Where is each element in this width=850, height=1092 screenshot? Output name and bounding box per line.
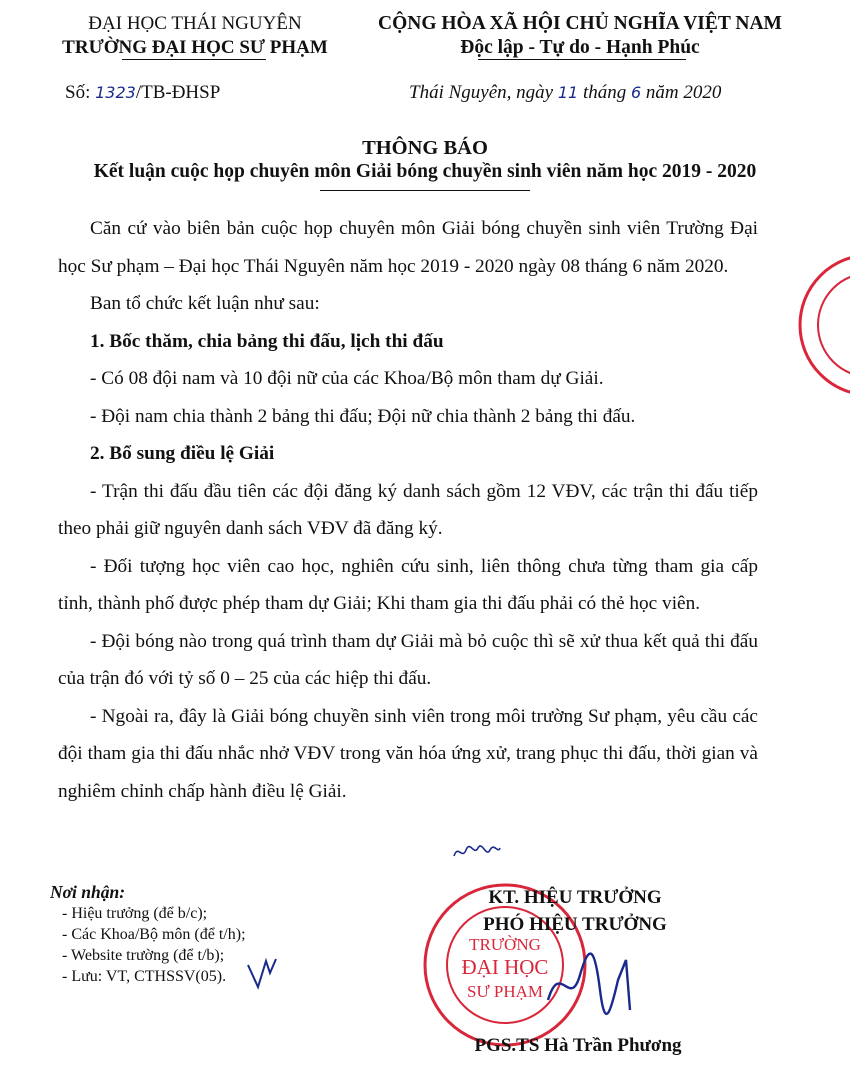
seal-text-line1: TRƯỜNG (469, 935, 541, 954)
document-subtitle: Kết luận cuộc họp chuyên môn Giải bóng chuyền sinh viên năm học 2019 - 2020 (93, 161, 757, 182)
document-title: THÔNG BÁO (362, 137, 488, 159)
receiver-item: - Hiệu trưởng (để b/c); (62, 905, 208, 922)
issuer-underline (122, 59, 266, 60)
title-underline (320, 190, 530, 191)
issuer-block (40, 12, 350, 60)
receiver-item: - Lưu: VT, CTHSSV(05). (62, 968, 227, 985)
document-number: Số: 1323/TB-ĐHSP (65, 82, 221, 103)
national-header (335, 12, 825, 60)
receiver-tick-signature (244, 955, 280, 991)
initials-signature (452, 840, 502, 864)
paragraph-basis: Căn cứ vào biên bản cuộc họp chuyên môn Giải bóng chuyền sinh viên Trường Đại học Sư phạm – Đại học Thái Nguyên năm học 2019 - 2020 ngày 08 tháng 6 năm 2020. (58, 218, 758, 277)
paragraph-roster: - Trận thi đấu đầu tiên các đội đăng ký danh sách gồm 12 VĐV, các trận thi đấu tiếp theo phải giữ nguyên danh sách VĐV đã đăng ký. (58, 480, 758, 539)
paragraph-conclusion-intro: Ban tổ chức kết luận như sau: (90, 293, 320, 314)
handwritten-day: 11 (557, 83, 579, 102)
issuer-school: TRƯỜNG ĐẠI HỌC SƯ PHẠM (62, 37, 328, 58)
paragraph-conduct: - Ngoài ra, đây là Giải bóng chuyền sinh viên trong môi trường Sư phạm, yêu cầu các đội tham gia thi đấu nhắc nhở VĐV trong văn hóa ứng xử, trang phục thi đấu, thời gian và nghiêm chỉnh chấp hành điều lệ Giải. (58, 705, 758, 802)
issuer-parent: ĐẠI HỌC THÁI NGUYÊN (88, 13, 302, 34)
signature-title-block (460, 884, 690, 938)
handwritten-number: 1323 (95, 83, 136, 102)
receivers-label: Nơi nhận: (50, 882, 126, 902)
paragraph-forfeit: - Đội bóng nào trong quá trình tham dự Giải mà bỏ cuộc thì sẽ xử thua kết quả thi đấu của trận đó với tỷ số 0 – 25 của các hiệp thi đấu. (58, 630, 758, 689)
national-title: CỘNG HÒA XÃ HỘI CHỦ NGHĨA VIỆT NAM (378, 13, 782, 34)
paragraph-eligibility: - Đối tượng học viên cao học, nghiên cứu sinh, liên thông chưa từng tham gia cấp tỉnh, thành phố được phép tham dự Giải; Khi tham gia thi đấu phải có thẻ học viên. (58, 555, 758, 614)
seal-text-line2: ĐẠI HỌC (461, 955, 549, 979)
seal-text-line3: SƯ PHẠM (466, 982, 544, 1001)
edge-seal-fragment (790, 250, 850, 400)
signature-title-1: KT. HIỆU TRƯỞNG (488, 887, 662, 908)
document-date: Thái Nguyên, ngày 11 tháng 6 năm 2020 (409, 82, 722, 103)
motto-underline (478, 59, 686, 60)
signature-title-2: PHÓ HIỆU TRƯỞNG (483, 914, 667, 935)
document-body (58, 210, 758, 810)
handwritten-month: 6 (630, 83, 642, 102)
receivers-block (40, 882, 360, 987)
receiver-item: - Website trường (để t/b); (62, 947, 225, 964)
handwritten-signature (540, 940, 650, 1020)
national-motto: Độc lập - Tự do - Hạnh Phúc (460, 37, 700, 58)
paragraph-teams: - Có 08 đội nam và 10 đội nữ của các Khoa/Bộ môn tham dự Giải. (90, 368, 604, 389)
paragraph-groups: - Đội nam chia thành 2 bảng thi đấu; Đội nữ chia thành 2 bảng thi đấu. (90, 405, 636, 427)
section-heading-2: 2. Bổ sung điều lệ Giải (90, 443, 275, 464)
receiver-item: - Các Khoa/Bộ môn (để t/h); (62, 926, 246, 943)
section-heading-1: 1. Bốc thăm, chia bảng thi đấu, lịch thi đấu (90, 330, 444, 352)
signer-name: PGS.TS Hà Trần Phương (474, 1035, 682, 1056)
